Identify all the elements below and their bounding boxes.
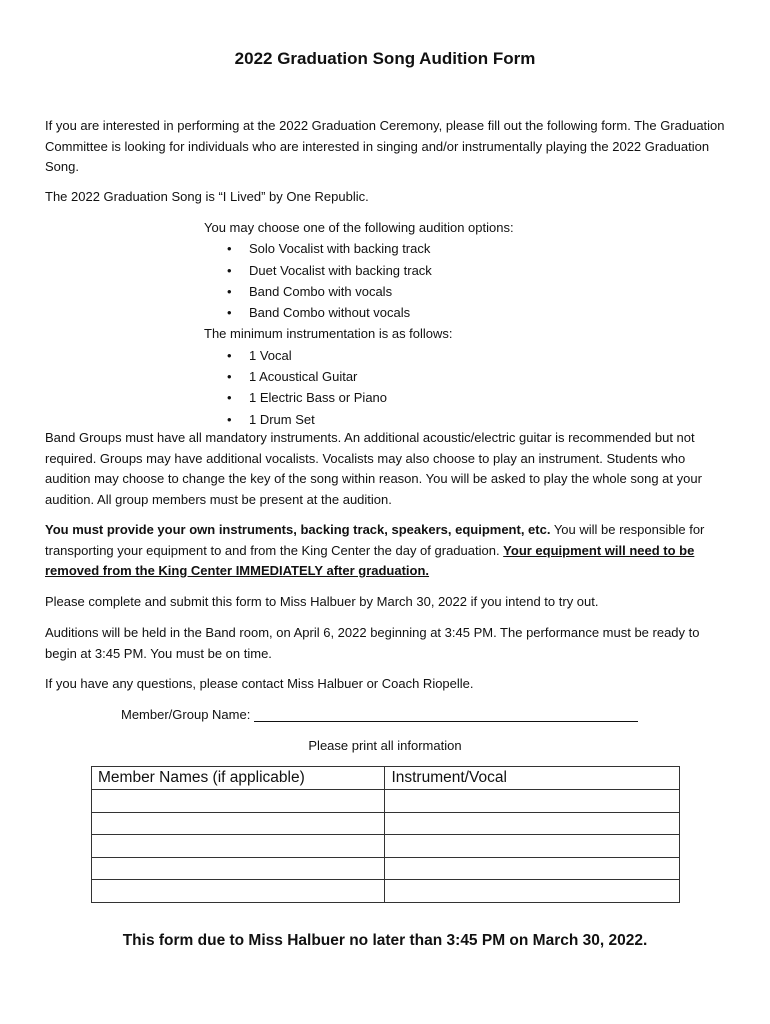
equipment-paragraph [45,520,725,582]
instrumentation-heading: The minimum instrumentation is as follows: [204,326,453,342]
questions-paragraph: If you have any questions, please contact Miss Halbuer or Coach Riopelle. [45,676,474,691]
member-names-header: Member Names (if applicable) [92,767,385,790]
member-name-cell[interactable] [92,790,385,813]
options-heading: You may choose one of the following audition options: [204,220,514,235]
list-item: • Band Combo without vocals [249,302,514,323]
table-row [92,812,680,835]
instrument-cell[interactable] [385,835,680,858]
table-header-row [92,767,680,790]
list-item: • Band Combo with vocals [249,281,514,302]
member-group-name-field [121,706,638,722]
instrument-cell[interactable] [385,857,680,880]
intro-paragraph: If you are interested in performing at the 2022 Graduation Ceremony, please fill out the following form. The Graduation Committee is looking for individuals who are interested in singing and/or instrumentally playing the 2022 Graduation Song. [45,118,725,174]
instrument-cell[interactable] [385,790,680,813]
table-row [92,835,680,858]
members-table [91,766,680,903]
member-name-cell[interactable] [92,812,385,835]
page-title: 2022 Graduation Song Audition Form [234,49,536,68]
table-row [92,790,680,813]
list-item: • 1 Acoustical Guitar [249,366,514,387]
member-name-cell[interactable] [92,880,385,903]
instrument-cell[interactable] [385,812,680,835]
list-item: • 1 Electric Bass or Piano [249,387,514,408]
member-group-label: Member/Group Name: [121,707,251,722]
list-item: • 1 Drum Set [249,409,514,430]
equipment-removal-notice: Your equipment will need to be removed from the King Center IMMEDIATELY after graduation. [45,542,695,578]
options-list [204,238,514,323]
instrument-vocal-header: Instrument/Vocal [385,767,680,790]
equipment-bold-text: You must provide your own instruments, backing track, speakers, equipment, etc. [45,522,551,537]
submit-paragraph: Please complete and submit this form to Miss Halbuer by March 30, 2022 if you intend to try out. [45,594,599,609]
list-item: • 1 Vocal [249,345,514,366]
list-item: • Solo Vocalist with backing track [249,238,514,259]
audition-options [204,217,514,430]
table-row [92,880,680,903]
band-groups-paragraph: Band Groups must have all mandatory instruments. An additional acoustic/electric guitar is recommended but not required. Groups may have additional vocalists. Vocalists may also choose to play an instrument. Students who audition may choose to change the key of the song within reason. You will be asked to play the whole song at your audition. All group members must be present at the audition. [45,430,702,507]
equipment-text: You will be responsible for transporting your equipment to and from the King Center the day of graduation. [45,522,705,558]
list-item: • Duet Vocalist with backing track [249,260,514,281]
member-group-name-input[interactable] [254,706,638,722]
instrumentation-list [204,345,514,430]
member-name-cell[interactable] [92,857,385,880]
auditions-paragraph: Auditions will be held in the Band room, on April 6, 2022 beginning at 3:45 PM. The performance must be ready to begin at 3:45 PM. You must be on time. [45,625,700,661]
print-info: Please print all information [308,738,462,753]
song-paragraph: The 2022 Graduation Song is “I Lived” by One Republic. [45,189,369,204]
member-name-cell[interactable] [92,835,385,858]
table-row [92,857,680,880]
instrument-cell[interactable] [385,880,680,903]
due-date-notice: This form due to Miss Halbuer no later than 3:45 PM on March 30, 2022. [122,932,648,949]
